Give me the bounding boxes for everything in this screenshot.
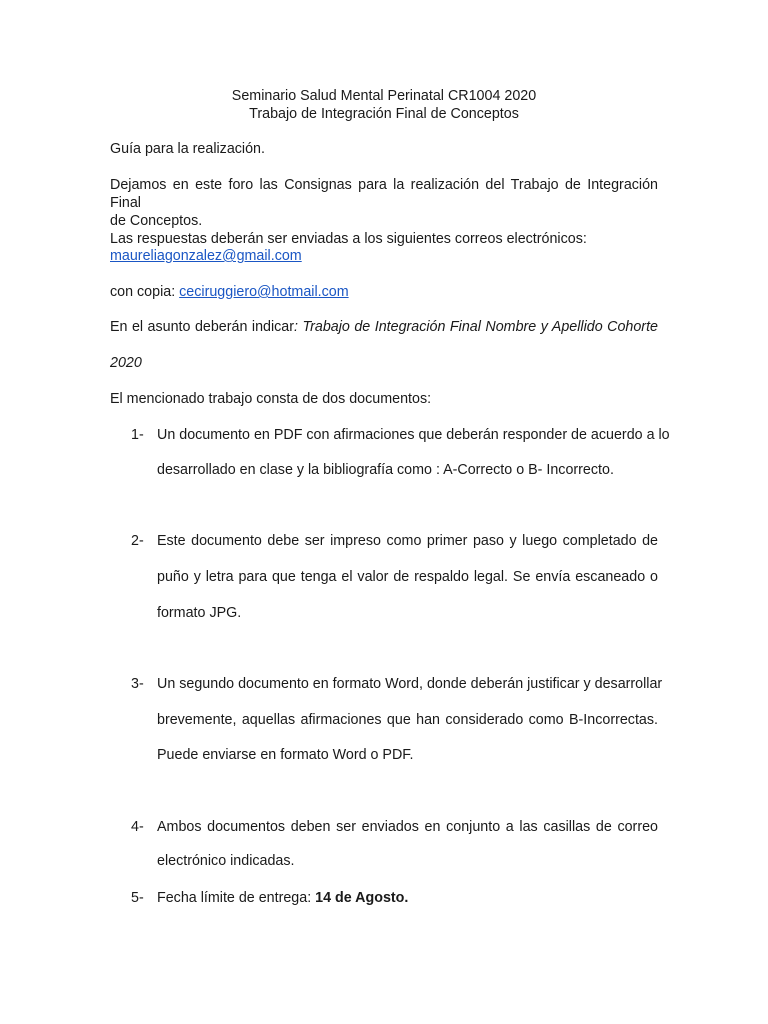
intro-line: de Conceptos.: [110, 213, 203, 229]
primary-email-paragraph: [110, 247, 658, 265]
list-item-line: Un segundo documento en formato Word, donde deberán justificar y desarrollar: [157, 676, 663, 692]
intro-paragraph: [110, 176, 658, 248]
subject-instruction-continued: [110, 354, 658, 372]
list-item-number: 1-: [131, 427, 144, 443]
list-item-line: brevemente, aquellas afirmaciones que han considerado como B-Incorrectas.: [157, 712, 658, 728]
list-item-line: desarrollado en clase y la bibliografía como : A-Correcto o B- Incorrecto.: [157, 462, 614, 478]
list-item-number: 2-: [131, 533, 144, 549]
copy-email-paragraph: [110, 283, 658, 301]
deadline-date: 14 de Agosto.: [315, 890, 409, 906]
subject-year: 2020: [110, 355, 142, 371]
list-item-line: Un documento en PDF con afirmaciones que deberán responder de acuerdo a lo: [157, 427, 670, 443]
list-item-line: Puede enviarse en formato Word o PDF.: [157, 747, 414, 763]
subject-instruction: [110, 318, 658, 336]
deadline-label: Fecha límite de entrega:: [157, 890, 316, 906]
intro-line: Las respuestas deberán ser enviadas a los siguientes correos electrónicos:: [110, 231, 587, 247]
list-item-line: [157, 889, 658, 907]
list-item-number: 4-: [131, 819, 144, 835]
subject-label: En el asunto deberán indicar: [110, 319, 295, 335]
list-item-line: Este documento debe ser impreso como primer paso y luego completado de: [157, 533, 658, 549]
list-item-number: 3-: [131, 676, 144, 692]
list-item-number: 5-: [131, 890, 144, 906]
list-item-line: puño y letra para que tenga el valor de respaldo legal. Se envía escaneado o: [157, 569, 658, 585]
document-title: Seminario Salud Mental Perinatal CR1004 2020: [231, 88, 537, 104]
documents-intro: El mencionado trabajo consta de dos documentos:: [110, 391, 432, 407]
primary-email-link[interactable]: maureliagonzalez@gmail.com: [110, 248, 302, 264]
list-item-line: formato JPG.: [157, 605, 242, 621]
subject-format: : Trabajo de Integración Final Nombre y Apellido Cohorte: [294, 319, 658, 335]
document-subtitle: Trabajo de Integración Final de Conceptos: [249, 106, 519, 122]
guide-heading: Guía para la realización.: [110, 141, 265, 157]
list-item-line: Ambos documentos deben ser enviados en conjunto a las casillas de correo: [157, 819, 658, 835]
intro-line: Dejamos en este foro las Consignas para la realización del Trabajo de Integración Final: [110, 177, 658, 211]
copy-email-link[interactable]: ceciruggiero@hotmail.com: [179, 284, 349, 300]
list-item-line: electrónico indicadas.: [157, 853, 295, 869]
copy-label: con copia:: [110, 284, 180, 300]
